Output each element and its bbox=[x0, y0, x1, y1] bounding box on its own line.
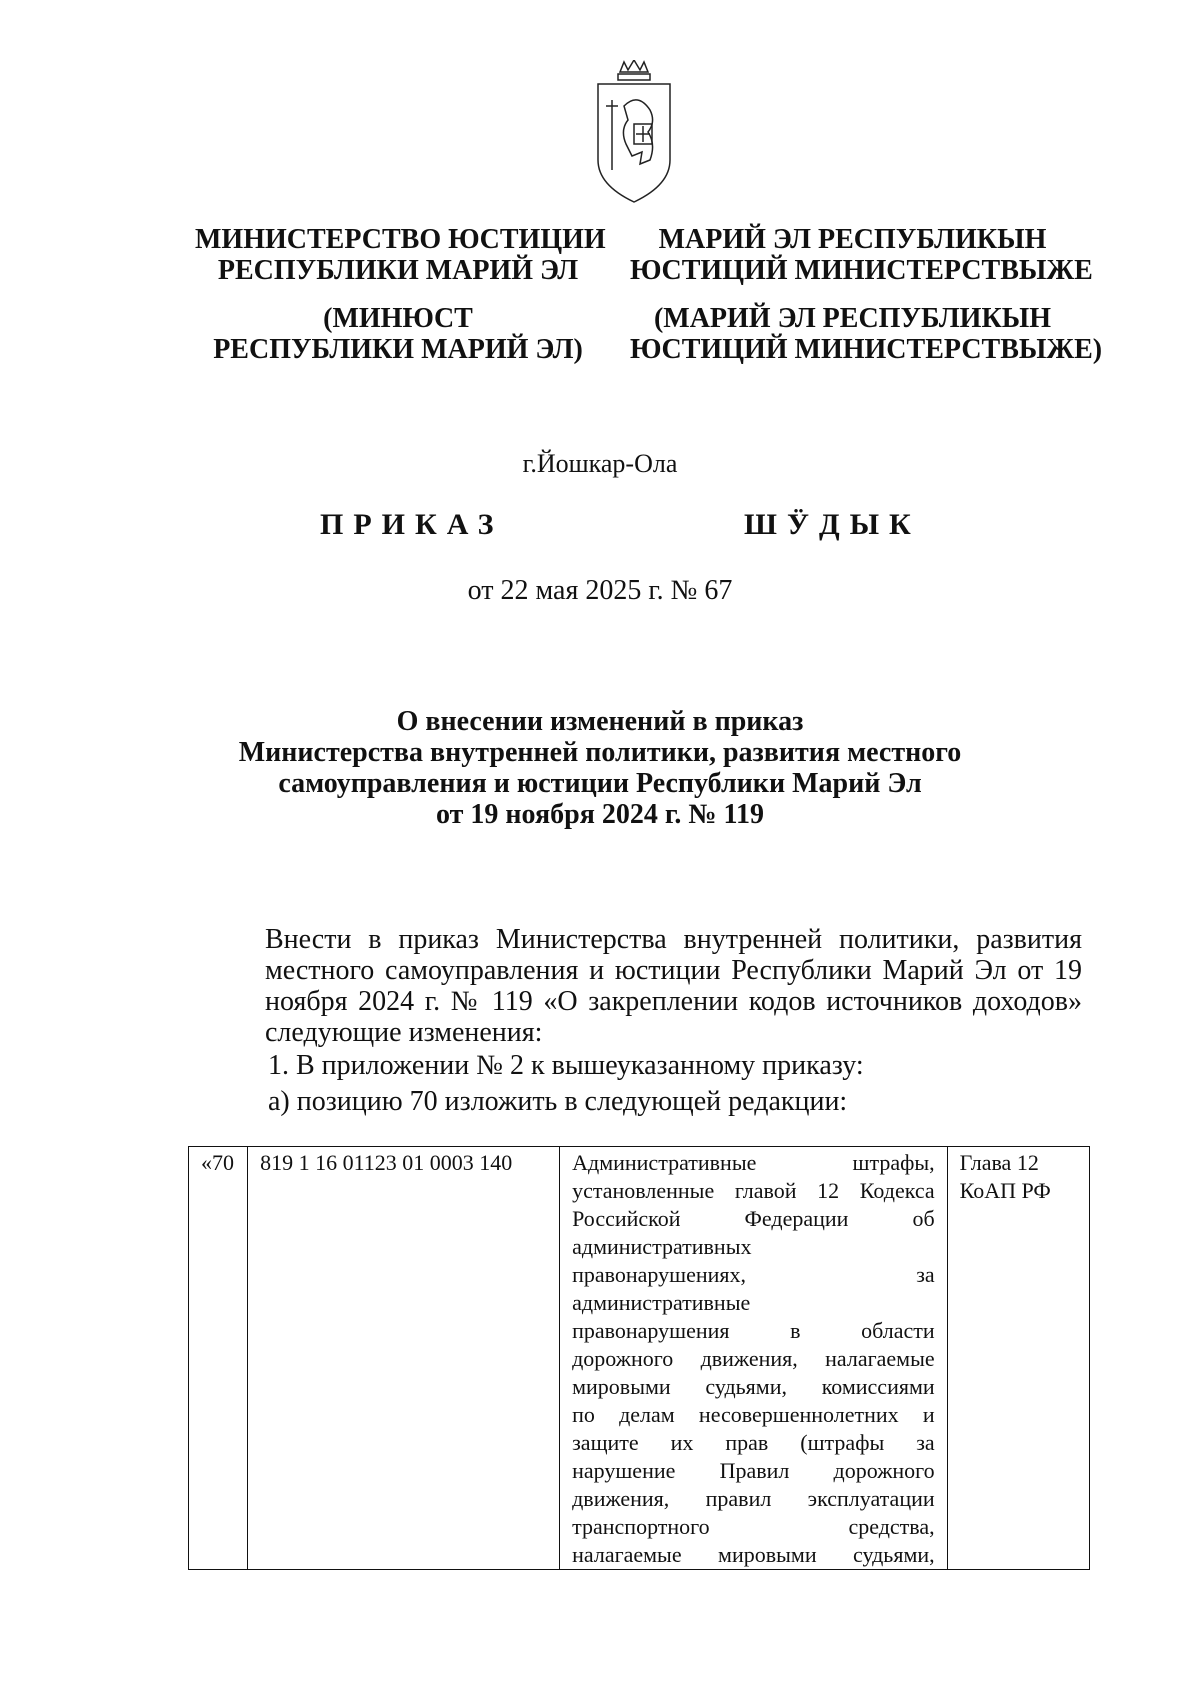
intro-paragraph: Внести в приказ Министерства внутренней политики, развития местного самоуправления и юстиции Республики Марий Эл от 19 ноября 2024 г. № 119 «О закреплении кодов источников доходов» следующие изменения: bbox=[265, 924, 1082, 1048]
income-code-cell: 819 1 16 01123 01 0003 140 bbox=[248, 1147, 560, 1570]
order-word-ru: ПРИКАЗ bbox=[320, 508, 504, 541]
order-date-number: от 22 мая 2025 г. № 67 bbox=[467, 575, 733, 606]
table-row bbox=[189, 1147, 1090, 1570]
item-1-text: 1. В приложении № 2 к вышеуказанному приказу: bbox=[268, 1050, 864, 1081]
income-description-cell: Административные штрафы, установленные главой 12 Кодекса Российской Федерации об административных правонарушениях, за административные правонарушения в области дорожного движения, налагаемые мировыми судьями, комиссиями по делам несовершеннолетних и защите их прав (штрафы за нарушение Правил дорожного движения, правил эксплуатации транспортного средства, налагаемые мировыми судьями, bbox=[560, 1147, 948, 1570]
position-70-table bbox=[188, 1146, 1090, 1570]
document-title: О внесении изменений в приказ Министерства внутренней политики, развития местного самоуправления и юстиции Республики Марий Эл от 19 ноября 2024 г. № 119 bbox=[238, 706, 962, 830]
ministry-short-name-mari: (МАРИЙ ЭЛ РЕСПУБЛИКЫН ЮСТИЦИЙ МИНИСТЕРСТВЫЖЕ) bbox=[630, 303, 1103, 365]
ministry-name-mari: МАРИЙ ЭЛ РЕСПУБЛИКЫН ЮСТИЦИЙ МИНИСТЕРСТВЫЖЕ bbox=[630, 224, 1093, 286]
city-name: г.Йошкар-Ола bbox=[522, 449, 678, 478]
item-a-text: а) позицию 70 изложить в следующей редакции: bbox=[268, 1086, 848, 1117]
coat-of-arms-emblem bbox=[594, 60, 674, 205]
order-word-mari: ШӰДЫК bbox=[744, 508, 921, 541]
ministry-short-name-ru: (МИНЮСТ РЕСПУБЛИКИ МАРИЙ ЭЛ) bbox=[213, 303, 583, 365]
legal-basis-cell: Глава 12 КоАП РФ bbox=[947, 1147, 1089, 1570]
ministry-name-ru: МИНИСТЕРСТВО ЮСТИЦИИ РЕСПУБЛИКИ МАРИЙ ЭЛ bbox=[195, 224, 606, 286]
position-number-cell: «70 bbox=[189, 1147, 248, 1570]
